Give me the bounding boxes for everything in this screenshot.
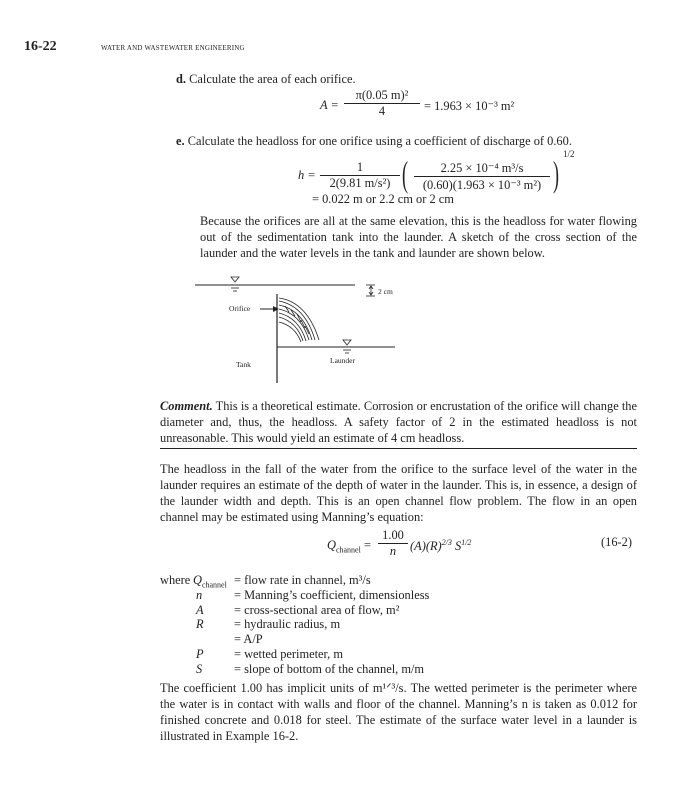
headloss-frac2-den: (0.60)(1.963 × 10⁻³ m²) <box>422 178 542 192</box>
manning-num: 1.00 <box>378 528 408 544</box>
step-e-label: e. <box>176 134 185 148</box>
definition-symbol: A <box>196 602 204 617</box>
manning-q-sub: channel <box>335 545 361 555</box>
step-d-label: d. <box>176 72 186 86</box>
tank-water-level-icon <box>229 277 241 291</box>
manning-den: n <box>389 544 397 558</box>
running-head: WATER AND WASTEWATER ENGINEERING <box>101 44 245 52</box>
manning-q: Q <box>327 538 336 552</box>
definition-symbol: P <box>196 647 204 661</box>
paragraph-coefficient: The coefficient 1.00 has implicit units of m¹ᐟ³/s. The wetted perimeter is the perimeter where the water is in contact with walls and floor of the channel. Manning’s n is taken as 0.012 for finished concrete and 0.018 for steel. The estimate of the surface water level in a launder is illustrated in Example 16-2. <box>160 681 637 743</box>
paragraph-orifice-elevation: Because the orifices are all at the same elevation, this is the headloss for water flowing out of the sedimentation tank into the launder. A sketch of the cross section of the launder and the water levels in the tank and launder are shown below. <box>200 214 637 260</box>
tank-label: Tank <box>236 360 251 369</box>
headloss-eq-frac2 <box>414 160 550 193</box>
launder-sketch <box>195 270 395 390</box>
orifice-arrow-head <box>273 306 279 312</box>
definition-text: = slope of bottom of the channel, m/m <box>234 661 425 676</box>
definition-symbol: R <box>196 617 204 632</box>
headloss-label: 2 cm <box>378 287 393 296</box>
manning-fraction <box>378 528 408 559</box>
right-paren: ) <box>553 154 559 194</box>
equation-number: (16-2) <box>601 535 632 549</box>
manning-equals: = <box>363 538 371 552</box>
manning-exp2: 1/2 <box>461 538 472 547</box>
launder-label: Launder <box>330 356 355 365</box>
comment-text: This is a theoretical estimate. Corrosion or encrustation of the orifice will change the diameter and, thus, the headloss. A safety factor of 2 in the estimated headloss is not unreasonable. This would yield an estimate of 4 cm headloss. <box>160 399 637 445</box>
orifice-label: Orifice <box>229 304 251 313</box>
definition-text: = flow rate in channel, m³/s <box>234 573 371 587</box>
area-eq-numerator: π(0.05 m)² <box>344 88 420 104</box>
comment-label: Comment. <box>160 399 213 413</box>
left-paren: ( <box>402 154 408 194</box>
definition-text: = hydraulic radius, m <box>234 617 341 632</box>
page-number: 16-22 <box>24 39 57 54</box>
comment-rule <box>160 448 637 449</box>
area-eq-rhs: = 1.963 × 10⁻³ m² <box>424 99 515 113</box>
definition-text: = A/P <box>234 632 263 647</box>
headloss-frac2-num: 2.25 × 10⁻⁴ m³/s <box>414 160 550 177</box>
headloss-eq-lhs: h = <box>298 168 316 182</box>
headloss-frac1-num: 1 <box>320 160 400 176</box>
headloss-frac1-den: 2(9.81 m/s²) <box>329 176 391 190</box>
step-e <box>176 133 572 149</box>
definition-sub: channel <box>201 580 227 590</box>
where-prefix: where <box>160 573 191 587</box>
manning-ar: (A)(R) <box>410 539 442 554</box>
definition-symbol: n <box>196 587 203 602</box>
definition-symbol: $Q_{channel}$ <box>193 573 227 590</box>
definition-text: = wetted perimeter, m <box>234 647 344 661</box>
headloss-exponent: 1/2 <box>563 149 575 159</box>
area-eq-lhs: A = <box>320 98 339 112</box>
step-e-text: Calculate the headloss for one orifice using a coefficient of discharge of 0.60. <box>187 134 572 148</box>
headloss-dimension <box>366 285 375 296</box>
manning-exp1: 2/3 <box>441 538 452 547</box>
definition-text: = Manning’s coefficient, dimensionless <box>234 587 430 602</box>
manning-lhs <box>327 538 371 554</box>
area-eq-denominator: 4 <box>378 104 386 118</box>
headloss-result: = 0.022 m or 2.2 cm or 2 cm <box>312 192 454 206</box>
manning-s: S <box>455 539 462 554</box>
comment-paragraph <box>160 398 637 446</box>
manning-rhs <box>410 538 471 554</box>
paragraph-manning-intro: The headloss in the fall of the water from the orifice to the surface level of the water in the launder requires an estimate of the depth of water in the launder. This is, in essence, a design of the launder width and depth. This is an open channel flow problem. The flow in an open channel may be estimated using Manning’s equation: <box>160 462 637 524</box>
step-d <box>176 71 356 87</box>
water-jet <box>279 298 319 342</box>
definition-text: = cross-sectional area of flow, m² <box>234 602 400 617</box>
step-d-text: Calculate the area of each orifice. <box>189 72 356 86</box>
headloss-eq-frac1 <box>320 160 400 191</box>
area-eq-fraction <box>344 88 420 119</box>
definition-symbol: S <box>196 661 203 676</box>
